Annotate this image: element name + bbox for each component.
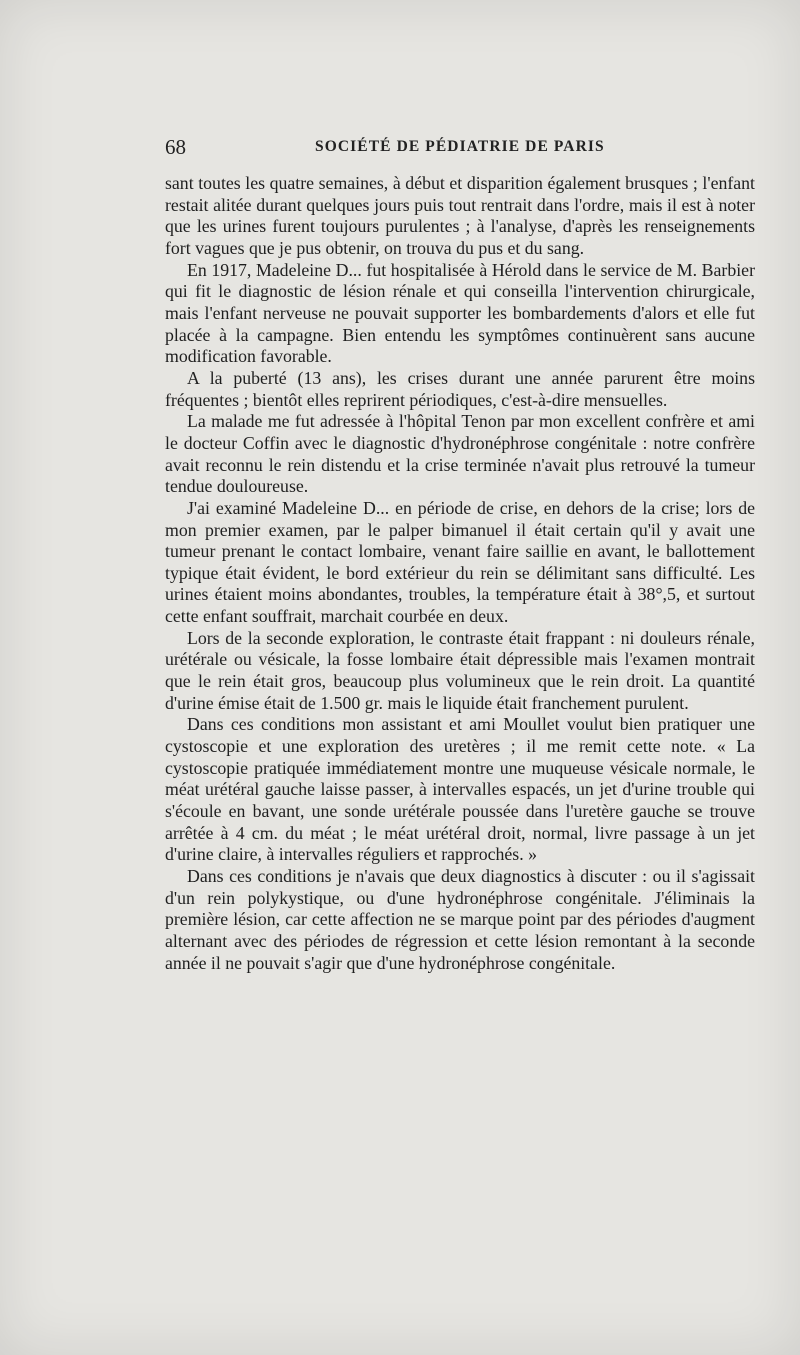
running-head: SOCIÉTÉ DE PÉDIATRIE DE PARIS [315,138,605,155]
page-number: 68 [165,135,186,159]
paragraph-5: J'ai examiné Madeleine D... en période de crise, en dehors de la crise; lors de mon premier examen, par le palper bimanuel il était certain qu'il y avait une tumeur prenant le contact lombaire, venant faire saillie en avant, le ballottement typique était évident, le bord extérieur du rein se délimitant sans difficulté. Les urines étaient moins abondantes, troubles, la température était à 38°,5, et surtout cette enfant souffrait, marchait courbée en deux. [165,497,755,627]
paragraph-1: sant toutes les quatre semaines, à début et disparition également brusques ; l'enfant restait alitée durant quelques jours puis tout rentrait dans l'ordre, mais il est à noter que les urines furent toujours purulentes ; à l'analyse, d'après les renseignements fort vagues que je pus obtenir, on trouva du pus et du sang. [165,173,755,258]
paragraph-7: Dans ces conditions mon assistant et ami Moullet voulut bien pratiquer une cystoscopie et une exploration des uretères ; il me remit cette note. « La cystoscopie pratiquée immédiatement montre une muqueuse vésicale normale, le méat urétéral gauche laisse passer, à intervalles espacés, un jet d'urine trouble qui s'écoule en bavant, une sonde urétérale poussée dans l'uretère gauche se trouve arrêtée à 4 cm. du méat ; le méat urétéral droit, normal, livre passage à un jet d'urine claire, à intervalles réguliers et rapprochés. » [165,714,755,865]
page-header [165,135,760,160]
paragraph-2: En 1917, Madeleine D... fut hospitalisée à Hérold dans le service de M. Barbier qui fit le diagnostic de lésion rénale et qui conseilla l'intervention chirurgicale, mais l'enfant nerveuse ne pouvait supporter les bombardements d'alors et elle fut placée à la campagne. Bien entendu les symptômes continuèrent sans aucune modification favorable. [165,259,755,367]
paragraph-3: A la puberté (13 ans), les crises durant une année parurent être moins fréquentes ; bientôt elles reprirent périodiques, c'est-à-dire mensuelles. [165,367,755,410]
body-text [165,173,755,974]
paragraph-6: Lors de la seconde exploration, le contraste était frappant : ni douleurs rénale, urétérale ou vésicale, la fosse lombaire était dépressible mais l'examen montrait que le rein était gros, beaucoup plus volumineux que le rein droit. La quantité d'urine émise était de 1.500 gr. mais le liquide était franchement purulent. [165,627,755,713]
paragraph-4: La malade me fut adressée à l'hôpital Tenon par mon excellent confrère et ami le docteur Coffin avec le diagnostic d'hydronéphrose congénitale : notre confrère avait reconnu le rein distendu et la crise terminée n'avait plus retrouvé la tumeur tendue douloureuse. [165,411,755,497]
paragraph-8: Dans ces conditions je n'avais que deux diagnostics à discuter : ou il s'agissait d'un rein polykystique, ou d'une hydronéphrose congénitale. J'éliminais la première lésion, car cette affection ne se marque point par des périodes d'augment alternant avec des périodes de régression et cette lésion remontant à la seconde année il ne pouvait s'agir que d'une hydronéphrose congénitale. [165,866,755,973]
